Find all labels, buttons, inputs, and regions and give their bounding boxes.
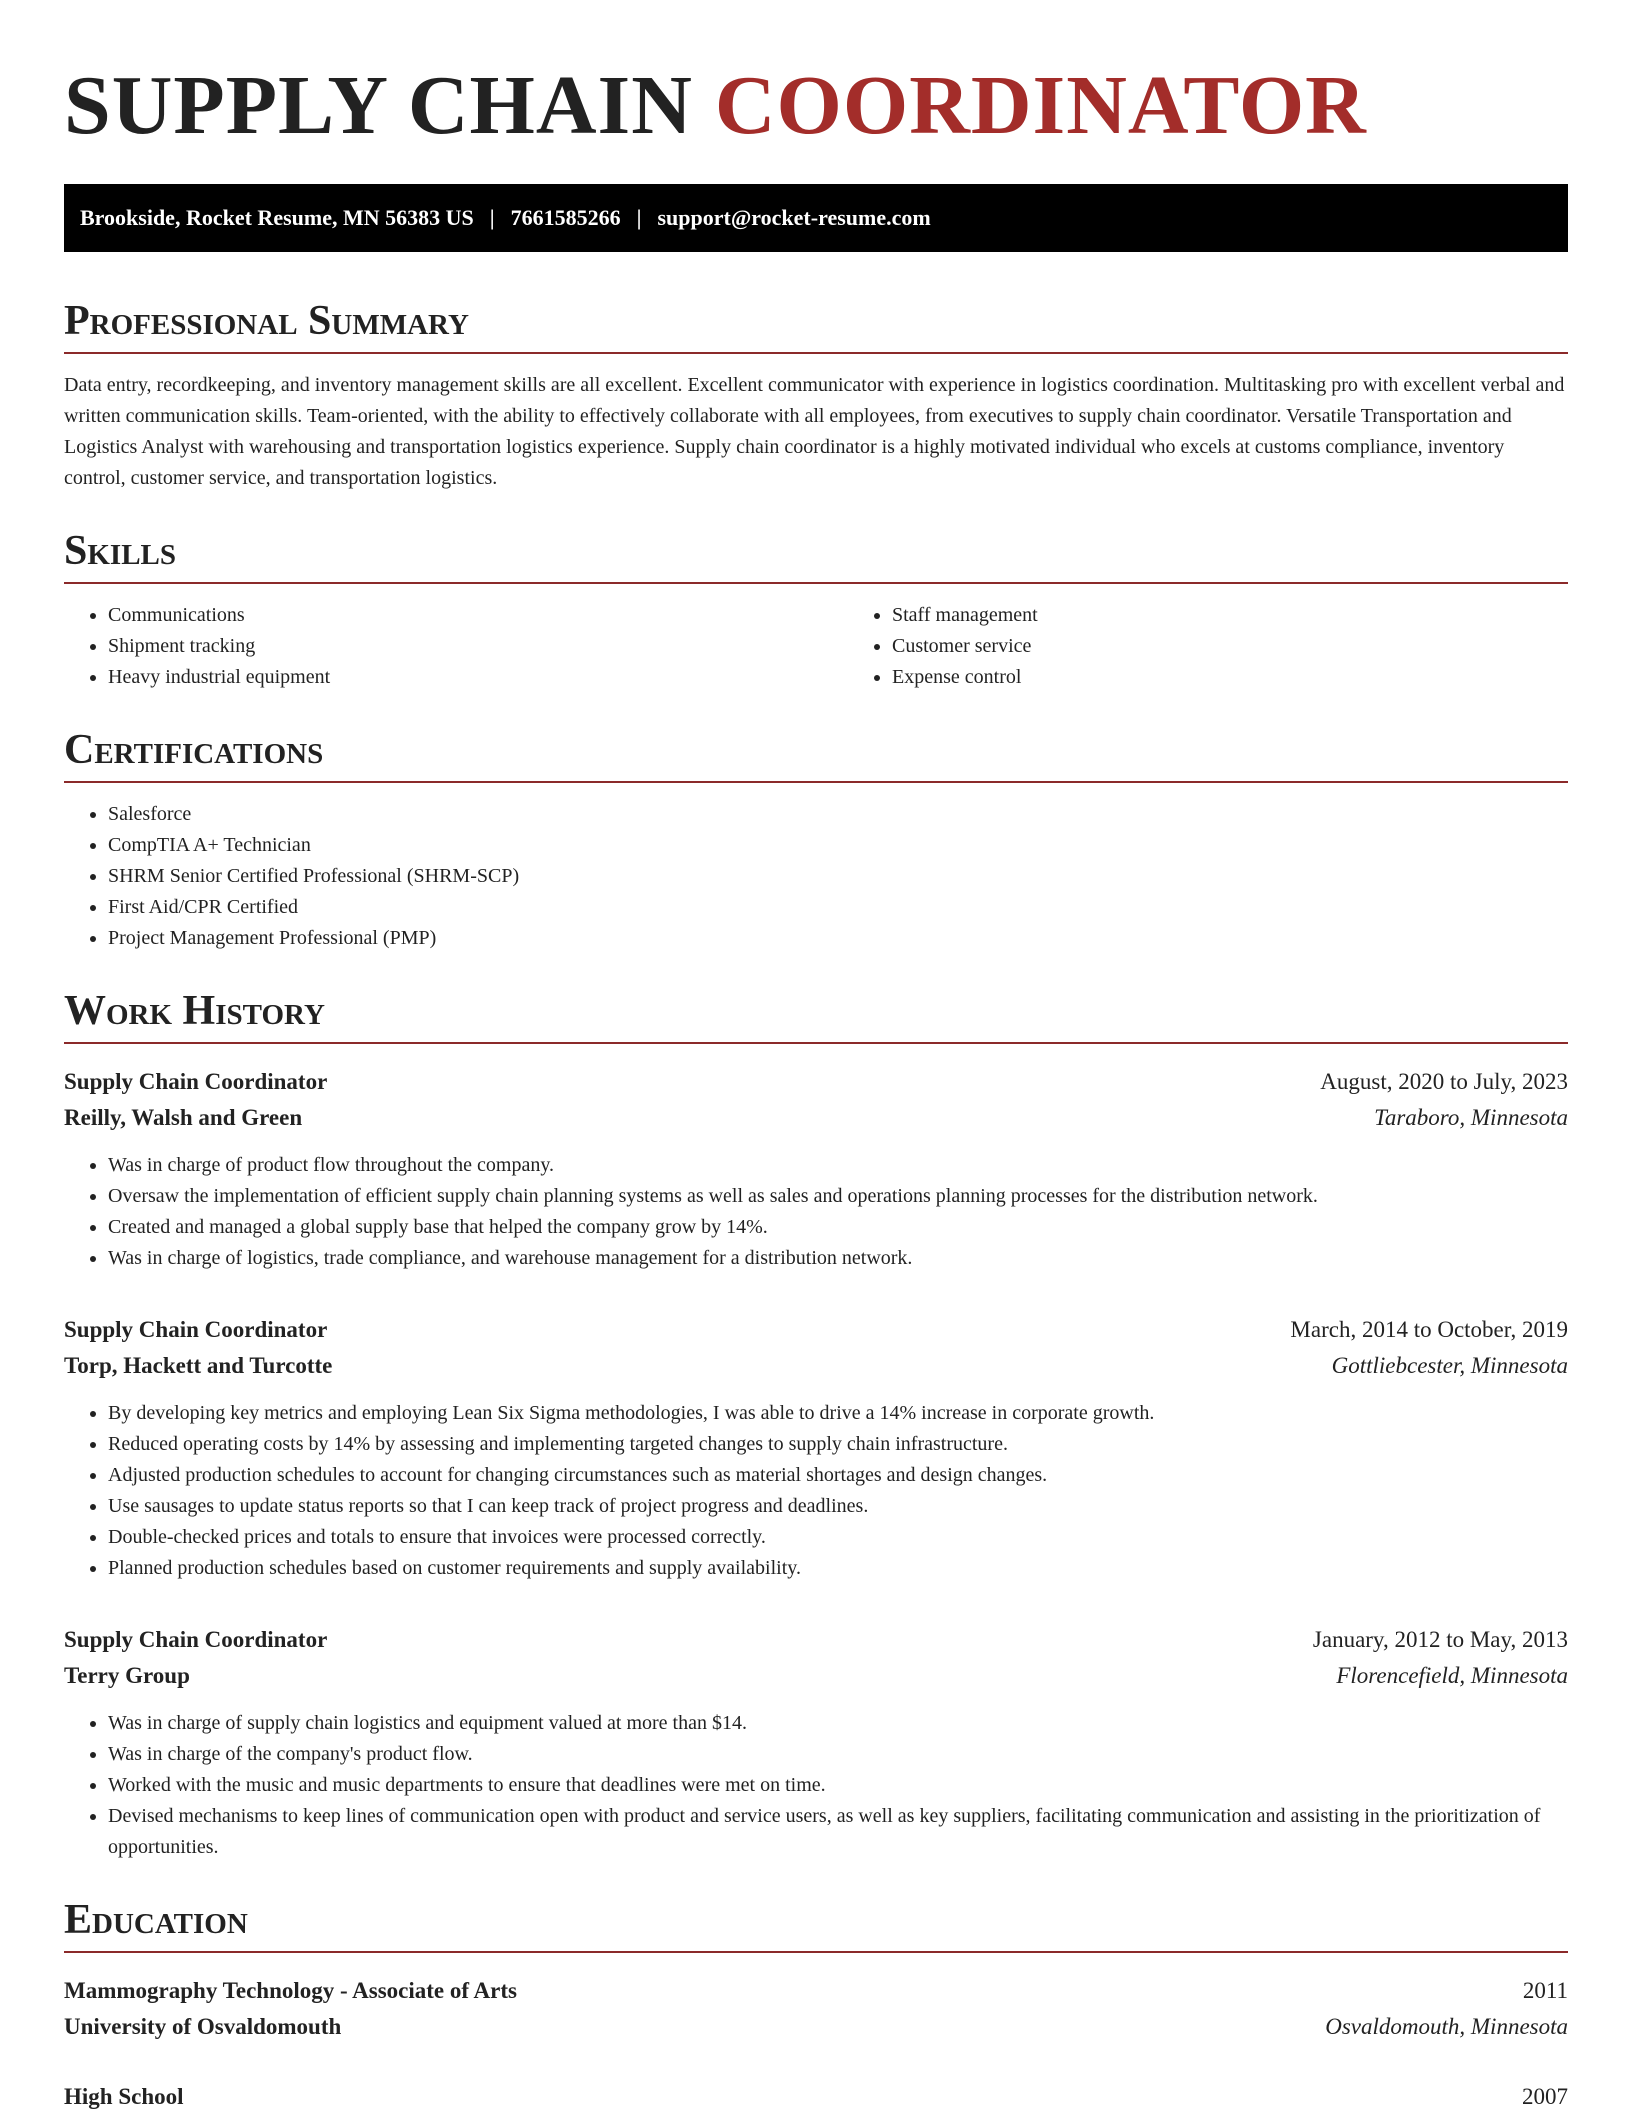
skill-item: • Expense control — [892, 662, 1568, 693]
job-bullet: • Was in charge of product flow throughout the company. — [108, 1150, 1568, 1181]
certification-item: • Project Management Professional (PMP) — [108, 923, 1568, 954]
education-school: University of Osvaldomouth — [64, 2014, 342, 2039]
skill-item: • Staff management — [892, 600, 1568, 631]
skill-item: • Shipment tracking — [108, 631, 848, 662]
job-entry — [64, 1312, 1568, 1584]
work-history-section — [64, 990, 1568, 1863]
contact-phone: 7661585266 — [510, 205, 621, 230]
job-bullets — [64, 1708, 1568, 1863]
contact-separator: | — [489, 205, 495, 230]
job-dates: January, 2012 to May, 2013 — [1312, 1627, 1568, 1652]
job-title: Supply Chain Coordinator — [64, 1627, 328, 1652]
job-bullet: • Devised mechanisms to keep lines of communication open with product and service users, as well as key suppliers, facilitating communication and assisting in the prioritization of opportunities. — [108, 1801, 1568, 1863]
skills-heading: Skills — [64, 530, 1568, 584]
certification-item: • First Aid/CPR Certified — [108, 892, 1568, 923]
job-bullet: • By developing key metrics and employing Lean Six Sigma methodologies, I was able to drive a 14% increase in corporate growth. — [108, 1398, 1568, 1429]
education-entry — [64, 1973, 1568, 2045]
job-bullet: • Worked with the music and music departments to ensure that deadlines were met on time. — [108, 1770, 1568, 1801]
education-heading: Education — [64, 1899, 1568, 1953]
job-company: Terry Group — [64, 1663, 190, 1688]
summary-text: Data entry, recordkeeping, and inventory management skills are all excellent. Excellent communicator with experience in logistics coordination. Multitasking pro with excellent verbal and written communication skills. Team-oriented, with the ability to effectively collaborate with all employees, from executives to supply chain coordinator. Versatile Transportation and Logistics Analyst with warehousing and transportation logistics experience. Supply chain coordinator is a highly motivated individual who excels at customs compliance, inventory control, customer service, and transportation logistics. — [64, 374, 1565, 489]
job-entry — [64, 1064, 1568, 1274]
job-bullet: • Created and managed a global supply base that helped the company grow by 14%. — [108, 1212, 1568, 1243]
education-year: 2011 — [1522, 1978, 1568, 2003]
skill-item: • Communications — [108, 600, 848, 631]
job-entry — [64, 1622, 1568, 1863]
job-bullet: • Double-checked prices and totals to ensure that invoices were processed correctly. — [108, 1522, 1568, 1553]
job-bullet: • Was in charge of supply chain logistics and equipment valued at more than $14. — [108, 1708, 1568, 1739]
job-bullets — [64, 1398, 1568, 1584]
job-bullets — [64, 1150, 1568, 1274]
job-bullet: • Reduced operating costs by 14% by assessing and implementing targeted changes to supply chain infrastructure. — [108, 1429, 1568, 1460]
skills-list-right — [848, 600, 1568, 693]
certification-item: • SHRM Senior Certified Professional (SHRM-SCP) — [108, 861, 1568, 892]
education-year: 2007 — [1522, 2084, 1568, 2109]
summary-heading: Professional Summary — [64, 300, 1568, 354]
contact-email: support@rocket-resume.com — [657, 205, 931, 230]
job-bullet: • Was in charge of logistics, trade compliance, and warehouse management for a distribution network. — [108, 1243, 1568, 1274]
certification-item: • Salesforce — [108, 799, 1568, 830]
education-location: Osvaldomouth, Minnesota — [1325, 2014, 1568, 2039]
job-company: Torp, Hackett and Turcotte — [64, 1353, 333, 1378]
work-history-heading: Work History — [64, 990, 1568, 1044]
contact-separator: | — [636, 205, 642, 230]
skills-section — [64, 530, 1568, 693]
job-location: Gottliebcester, Minnesota — [1331, 1353, 1568, 1378]
skill-item: • Heavy industrial equipment — [108, 662, 848, 693]
skill-item: • Customer service — [892, 631, 1568, 662]
job-dates: March, 2014 to October, 2019 — [1290, 1317, 1568, 1342]
skills-columns — [64, 584, 1568, 693]
resume-title — [64, 59, 1568, 152]
title-part-2: COORDINATOR — [714, 59, 1367, 152]
certifications-list — [64, 799, 1568, 954]
job-bullet: • Adjusted production schedules to account for changing circumstances such as material shortages and design changes. — [108, 1460, 1568, 1491]
title-part-1: SUPPLY CHAIN — [64, 59, 693, 152]
education-degree: High School — [64, 2084, 184, 2109]
job-bullet: • Use sausages to update status reports so that I can keep track of project progress and deadlines. — [108, 1491, 1568, 1522]
education-section — [64, 1899, 1568, 2115]
job-dates: August, 2020 to July, 2023 — [1320, 1069, 1568, 1094]
contact-address: Brookside, Rocket Resume, MN 56383 US — [80, 205, 474, 230]
certifications-heading: Certifications — [64, 729, 1568, 783]
job-location: Florencefield, Minnesota — [1336, 1663, 1568, 1688]
job-bullet: • Oversaw the implementation of efficient supply chain planning systems as well as sales and operations planning processes for the distribution network. — [108, 1181, 1568, 1212]
contact-bar — [64, 184, 1568, 252]
job-title: Supply Chain Coordinator — [64, 1069, 328, 1094]
summary-section — [64, 300, 1568, 494]
job-bullet: • Planned production schedules based on customer requirements and supply availability. — [108, 1553, 1568, 1584]
job-bullet: • Was in charge of the company's product flow. — [108, 1739, 1568, 1770]
certification-item: • CompTIA A+ Technician — [108, 830, 1568, 861]
job-company: Reilly, Walsh and Green — [64, 1105, 303, 1130]
job-location: Taraboro, Minnesota — [1374, 1105, 1568, 1130]
skills-list-left — [64, 600, 848, 693]
education-entry — [64, 2079, 1568, 2115]
job-title: Supply Chain Coordinator — [64, 1317, 328, 1342]
certifications-section — [64, 729, 1568, 954]
education-degree: Mammography Technology - Associate of Arts — [64, 1978, 517, 2003]
